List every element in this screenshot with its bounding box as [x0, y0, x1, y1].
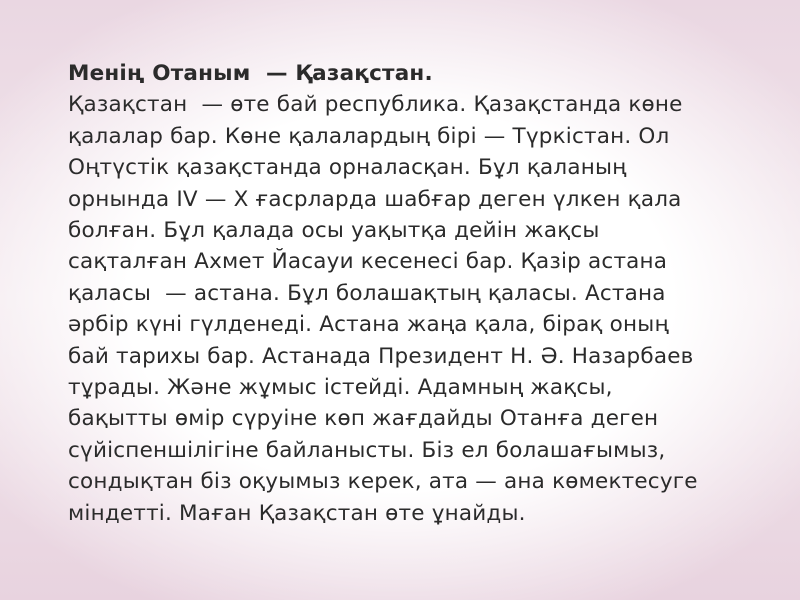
body-line-8: әрбір күні гүлденеді. Астана жаңа қала, бірақ оның [68, 312, 669, 338]
body-line-14: міндетті. Маған Қазақстан өте ұнайды. [68, 500, 526, 526]
body-line-5: болған. Бұл қалада осы уақытқа дейін жақсы [68, 218, 600, 244]
body-line-10: тұрады. Және жұмыс істейді. Адамның жақсы, [68, 375, 613, 401]
body-line-4: орнында IV — X ғасрларда шабғар деген үлкен қала [68, 186, 682, 212]
body-line-9: бай тарихы бар. Астанада Президент Н. Ә. Назарбаев [68, 343, 694, 369]
body-line-7: қаласы — астана. Бұл болашақтың қаласы. Астана [68, 280, 666, 306]
body-line-1: Қазақстан — өте бай республика. Қазақстанда көне [68, 92, 683, 118]
body-line-11: бақытты өмір сүруіне көп жағдайды Отанға деген [68, 406, 659, 432]
text-block [68, 58, 758, 529]
body-line-3: Оңтүстік қазақстанда орналасқан. Бұл қаланың [68, 155, 627, 181]
body-line-2: қалалар бар. Көне қалалардың бірі — Түркістан. Ол [68, 123, 670, 149]
body-line-13: сондықтан біз оқуымыз керек, ата — ана көмектесуге [68, 469, 698, 495]
body-line-12: сүйіспеншілігіне байланысты. Біз ел болашағымыз, [68, 437, 666, 463]
body-line-6: сақталған Ахмет Йасауи кесенесі бар. Қазір астана [68, 249, 668, 275]
slide-title: Менің Отаным — Қазақстан. [68, 61, 433, 86]
